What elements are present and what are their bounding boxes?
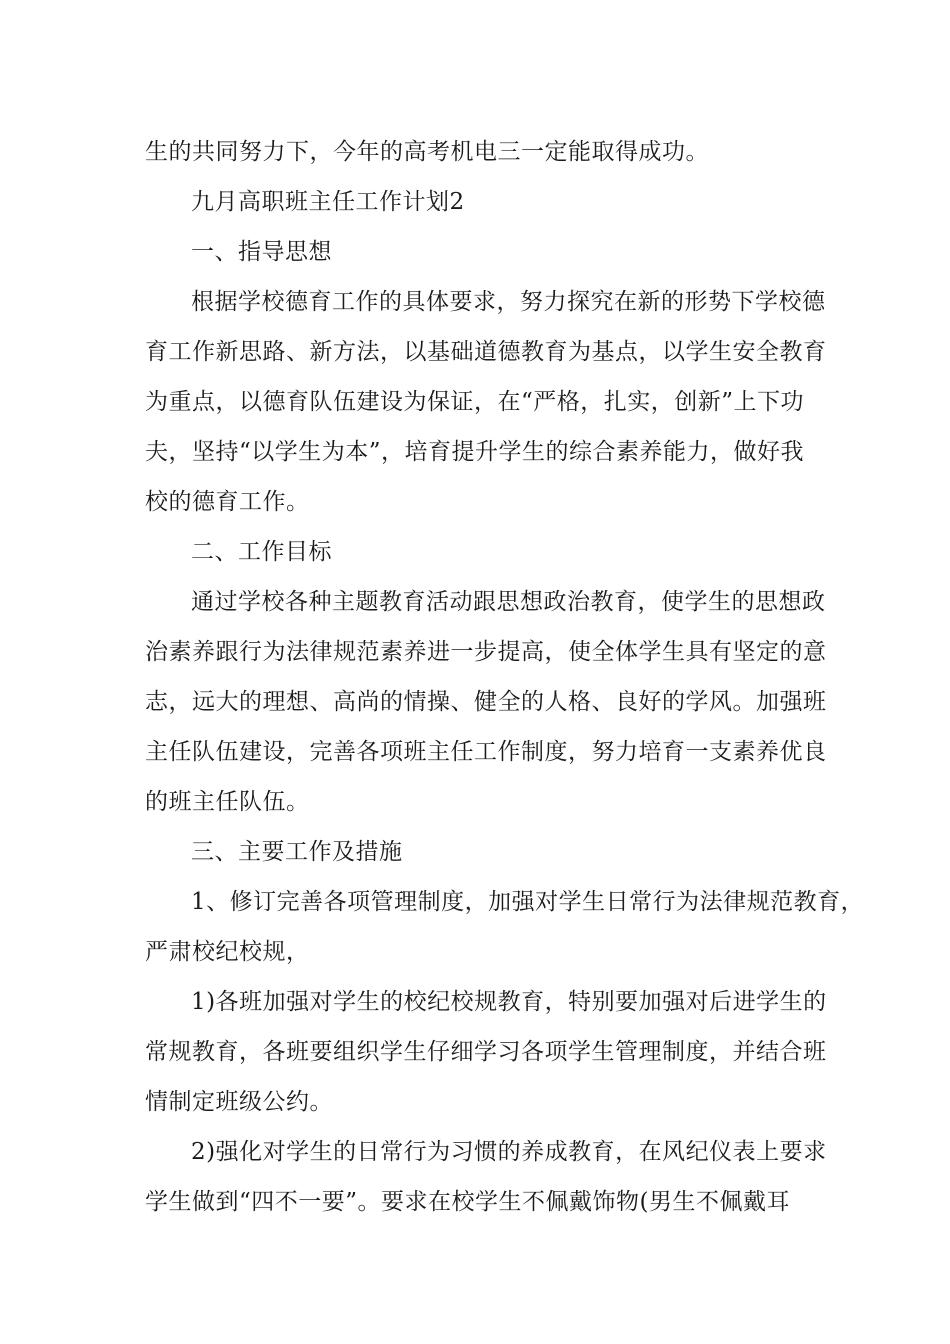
body-text-line: 志，远大的理想、高尚的情操、健全的人格、良好的学风。加强班 <box>145 689 827 715</box>
heading-guiding-ideology: 一、指导思想 <box>191 239 332 265</box>
body-text-line: 生的共同努力下，今年的高考机电三一定能取得成功。 <box>145 139 709 165</box>
heading-main-work: 三、主要工作及措施 <box>191 839 403 865</box>
body-text-line: 治素养跟行为法律规范素养进一步提高，使全体学生具有坚定的意 <box>145 639 827 665</box>
body-text-line: 通过学校各种主题教育活动跟思想政治教育，使学生的思想政 <box>191 589 826 615</box>
heading-work-goals: 二、工作目标 <box>191 539 332 565</box>
body-text-line: 学生做到“四不一要”。要求在校学生不佩戴饰物(男生不佩戴耳 <box>145 1189 790 1215</box>
body-text-line: 育工作新思路、新方法，以基础道德教育为基点，以学生安全教育 <box>145 339 827 365</box>
body-text-line: 的班主任队伍。 <box>145 789 310 815</box>
body-text-line: 1、修订完善各项管理制度，加强对学生日常行为法律规范教育， <box>191 889 865 915</box>
section-title: 九月高职班主任工作计划2 <box>191 189 465 215</box>
body-text-line: 严肃校纪校规， <box>145 939 310 965</box>
body-text-line: 为重点，以德育队伍建设为保证，在“严格，扎实，创新”上下功 <box>145 389 805 415</box>
body-text-line: 情制定班级公约。 <box>145 1089 333 1115</box>
body-text-line: 1)各班加强对学生的校纪校规教育，特别要加强对后进学生的 <box>191 989 827 1015</box>
body-text-line: 夫，坚持“以学生为本”，培育提升学生的综合素养能力，做好我 <box>145 439 805 465</box>
body-text-line: 常规教育，各班要组织学生仔细学习各项学生管理制度，并结合班 <box>145 1039 827 1065</box>
body-text-line: 2)强化对学生的日常行为习惯的养成教育，在风纪仪表上要求 <box>191 1139 827 1165</box>
body-text-line: 主任队伍建设，完善各项班主任工作制度，努力培育一支素养优良 <box>145 739 827 765</box>
body-text-line: 校的德育工作。 <box>145 489 310 515</box>
body-text-line: 根据学校德育工作的具体要求，努力探究在新的形势下学校德 <box>191 289 826 315</box>
